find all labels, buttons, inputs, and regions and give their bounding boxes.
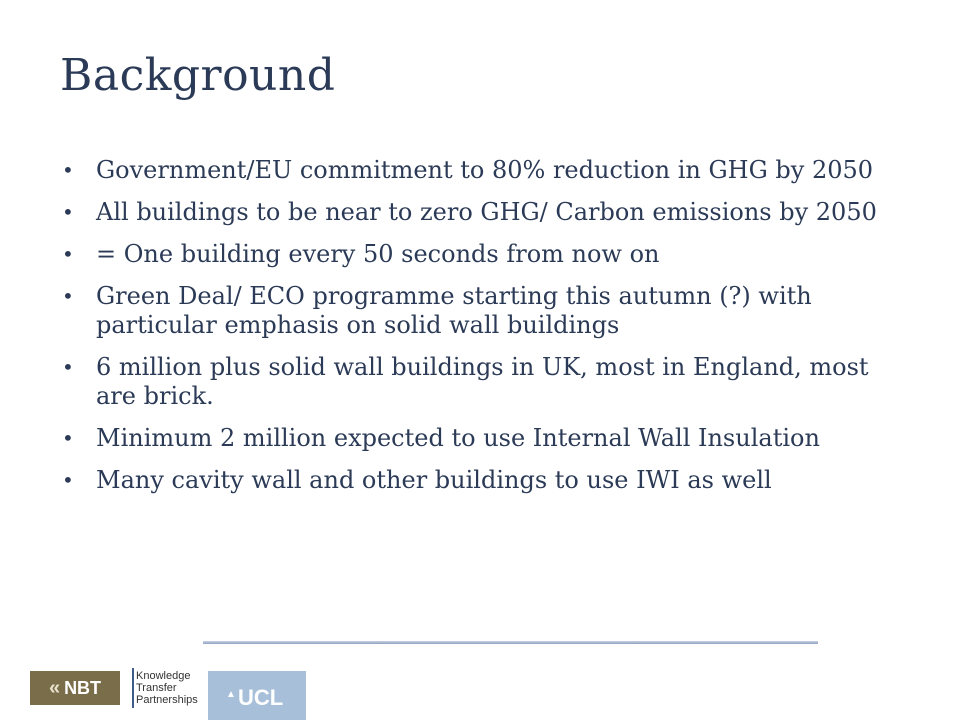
bullet-icon: • bbox=[62, 468, 74, 492]
bullet-item: • Many cavity wall and other buildings to use IWI as well bbox=[62, 466, 772, 494]
bullet-item: • Minimum 2 million expected to use Internal Wall Insulation bbox=[62, 424, 820, 452]
bullet-icon: • bbox=[62, 242, 74, 266]
ktp-logo-text: Knowledge Transfer Partnerships bbox=[136, 670, 198, 706]
nbt-logo: « NBT bbox=[30, 671, 120, 705]
ucl-logo: ▲ UCL bbox=[208, 671, 306, 720]
bullet-icon: • bbox=[62, 426, 74, 450]
bullet-item: • All buildings to be near to zero GHG/ Carbon emissions by 2050 bbox=[62, 198, 877, 226]
bullet-icon: • bbox=[62, 355, 74, 379]
bullet-item: • 6 million plus solid wall buildings in UK, most in England, most are brick. bbox=[62, 353, 869, 410]
bullet-item: • = One building every 50 seconds from now on bbox=[62, 240, 660, 268]
ktp-mark-icon bbox=[132, 668, 134, 708]
bullet-item: • Government/EU commitment to 80% reduction in GHG by 2050 bbox=[62, 156, 874, 184]
bullet-list bbox=[62, 156, 912, 508]
bullet-item: • Green Deal/ ECO programme starting this autumn (?) with particular emphasis on solid wall buildings bbox=[62, 282, 812, 339]
slide-title: Background bbox=[60, 50, 336, 101]
footer-divider bbox=[203, 641, 818, 644]
nbt-chevron-icon: « bbox=[48, 676, 61, 699]
bullet-icon: • bbox=[62, 200, 74, 224]
ucl-crest-icon: ▲ bbox=[226, 689, 236, 700]
bullet-icon: • bbox=[62, 158, 74, 182]
bullet-icon: • bbox=[62, 284, 74, 308]
